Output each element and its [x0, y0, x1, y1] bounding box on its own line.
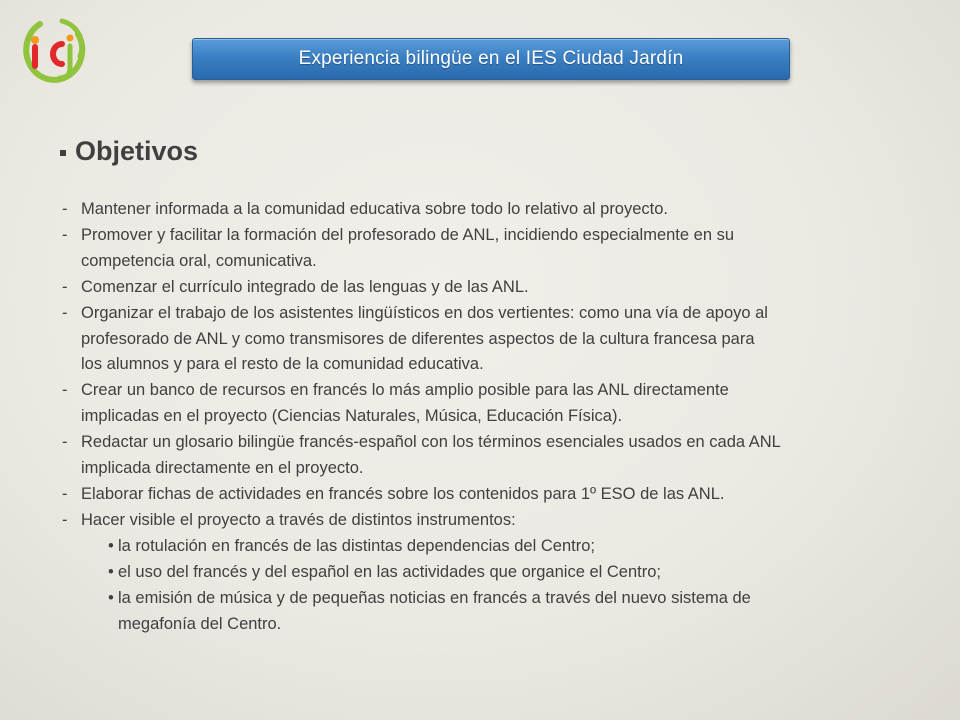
- ic-logo-icon: [18, 16, 86, 88]
- objective-line: los alumnos y para el resto de la comunidad educativa.: [81, 355, 484, 374]
- objective-line: implicadas en el proyecto (Ciencias Naturales, Música, Educación Física).: [81, 407, 623, 426]
- dash-marker: -: [62, 433, 68, 452]
- instrument-line: la emisión de música y de pequeñas noticias en francés a través del nuevo sistema de: [118, 588, 751, 607]
- dash-marker: -: [62, 225, 68, 244]
- objectives-list: [60, 197, 920, 637]
- objective-item: [60, 301, 920, 379]
- dash-marker: -: [62, 484, 68, 503]
- instrument-item: [60, 560, 920, 586]
- bullet-dot-icon: •: [108, 536, 114, 555]
- logo-j-dot: [67, 35, 74, 42]
- objective-item: [60, 378, 920, 430]
- title-bar: [192, 38, 790, 80]
- objective-item: [60, 508, 920, 534]
- dash-marker: -: [62, 303, 68, 322]
- instrument-item: [60, 534, 920, 560]
- objective-line: Crear un banco de recursos en francés lo más amplio posible para las ANL directamente: [81, 381, 729, 400]
- instrument-item: [60, 586, 920, 638]
- objective-line: competencia oral, comunicativa.: [81, 251, 317, 270]
- objective-line: Elaborar fichas de actividades en francés sobre los contenidos para 1º ESO de las ANL.: [81, 484, 725, 503]
- objective-line: Mantener informada a la comunidad educativa sobre todo lo relativo al proyecto.: [81, 200, 669, 218]
- page-title: Experiencia bilingüe en el IES Ciudad Jardín: [298, 48, 684, 69]
- objective-item: [60, 197, 920, 223]
- square-bullet-icon: [60, 150, 66, 156]
- section-heading-text: Objetivos: [75, 136, 199, 166]
- bullet-dot-icon: •: [108, 562, 114, 581]
- instrument-line: la rotulación en francés de las distintas dependencias del Centro;: [118, 536, 595, 555]
- logo-i-dot: [31, 36, 39, 44]
- objective-line: implicada directamente en el proyecto.: [81, 459, 364, 478]
- bullet-dot-icon: •: [108, 588, 114, 607]
- objective-item: [60, 430, 920, 482]
- dash-marker: -: [62, 381, 68, 400]
- objective-line: Organizar el trabajo de los asistentes lingüísticos en dos vertientes: como una vía de apoyo al: [81, 303, 768, 322]
- objective-item: [60, 275, 920, 301]
- objective-line: Promover y facilitar la formación del profesorado de ANL, incidiendo especialmente en su: [81, 225, 735, 244]
- instrument-line: el uso del francés y del español en las actividades que organice el Centro;: [118, 562, 662, 581]
- instrument-line: megafonía del Centro.: [118, 614, 282, 633]
- dash-marker: -: [62, 277, 68, 296]
- objective-line: Hacer visible el proyecto a través de distintos instrumentos:: [81, 510, 516, 529]
- dash-marker: -: [62, 510, 68, 529]
- objective-line: Redactar un glosario bilingüe francés-español con los términos esenciales usados en cada ANL: [81, 433, 781, 452]
- logo-c-letter: [53, 44, 62, 64]
- objective-line: profesorado de ANL y como transmisores de diferentes aspectos de la cultura francesa para: [81, 329, 755, 348]
- dash-marker: -: [62, 200, 68, 218]
- objective-line: Comenzar el currículo integrado de las lenguas y de las ANL.: [81, 277, 529, 296]
- objective-item: [60, 482, 920, 508]
- section-heading: [60, 136, 198, 167]
- objective-item: [60, 223, 920, 275]
